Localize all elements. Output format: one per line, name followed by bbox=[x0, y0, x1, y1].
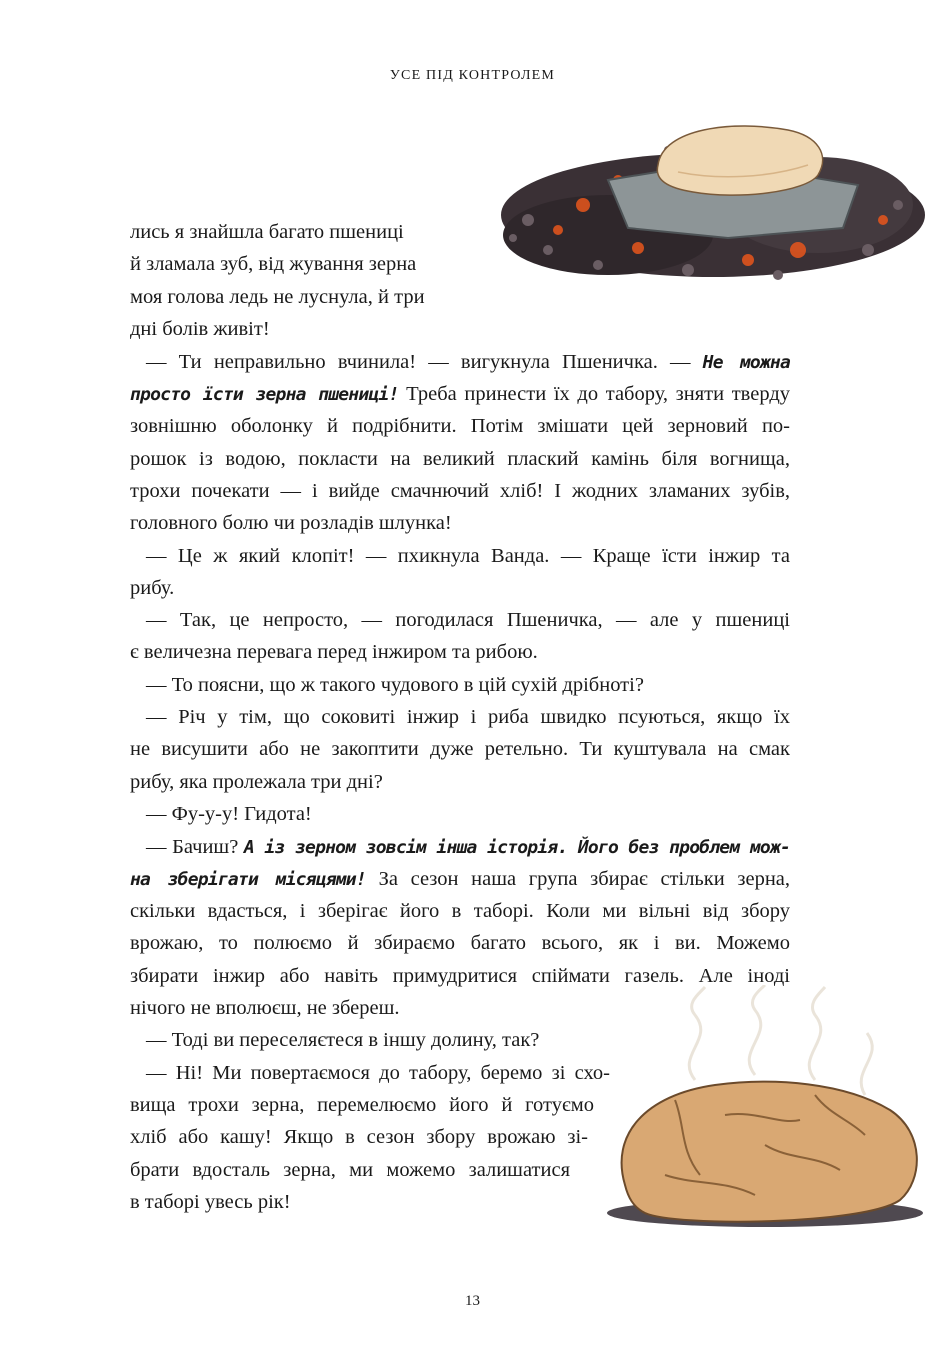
text-line: не висушити або не закоптити дуже ретельно. Ти куштувала на смак bbox=[130, 738, 790, 760]
text-line: — Це ж який клопіт! — пхикнула Ванда. — Краще їсти інжир та bbox=[146, 545, 790, 567]
text-line: — Фу-у-у! Гидота! bbox=[146, 803, 312, 825]
text-line: — Річ у тім, що соковиті інжир і риба швидко псуються, якщо їх bbox=[146, 706, 790, 728]
text-span: — Бачиш? bbox=[146, 836, 239, 858]
text-line: — Ні! Ми повертаємося до табору, беремо зі схо- bbox=[146, 1062, 610, 1084]
flatbread bbox=[657, 126, 822, 195]
page-number: 13 bbox=[465, 1293, 480, 1309]
text-line: є величезна перевага перед інжиром та рибою. bbox=[130, 641, 538, 663]
text-line: хліб або кашу! Якщо в сезон збору врожаю зі- bbox=[130, 1126, 588, 1148]
handwritten-emphasis: Не можна bbox=[702, 352, 791, 373]
text-span: За сезон наша група збирає стільки зерна, bbox=[378, 868, 791, 890]
text-line bbox=[146, 831, 790, 863]
text-line: рошок із водою, покласти на великий плаский камінь біля вогнища, bbox=[130, 448, 790, 470]
bread-loaf bbox=[622, 1082, 917, 1222]
running-head: УСЕ ПІД КОНТРОЛЕМ bbox=[389, 68, 556, 83]
text-line: — Тоді ви переселяєтеся в іншу долину, так? bbox=[146, 1029, 540, 1051]
text-line: моя голова ледь не луснула, й три bbox=[130, 286, 425, 308]
handwritten-emphasis: на зберігати місяцями! bbox=[130, 869, 366, 890]
text-line: рибу, яка пролежала три дні? bbox=[130, 771, 383, 793]
text-line: рибу. bbox=[130, 577, 175, 599]
text-line: збирати інжир або навіть примудритися спіймати газель. Але іноді bbox=[130, 965, 790, 987]
text-line: дні болів живіт! bbox=[130, 318, 270, 340]
text-line bbox=[130, 863, 790, 895]
text-line bbox=[130, 378, 790, 410]
text-line: — То поясни, що ж такого чудового в цій сухій дрібноті? bbox=[146, 674, 644, 696]
handwritten-emphasis: А із зерном зовсім інша історія. Його без проблем мож- bbox=[243, 837, 791, 858]
handwritten-emphasis: просто їсти зерна пшениці! bbox=[130, 384, 399, 405]
text-line: вища трохи зерна, перемелюємо його й готуємо bbox=[130, 1094, 594, 1116]
text-line: в таборі увесь рік! bbox=[130, 1191, 291, 1213]
text-line: й зламала зуб, від жування зерна bbox=[130, 253, 417, 275]
flatbread-on-hot-stone-icon bbox=[488, 110, 928, 305]
text-line: — Так, це непросто, — погодилася Пшеничка, — але у пшениці bbox=[146, 609, 790, 631]
text-line: головного болю чи розладів шлунка! bbox=[130, 512, 452, 534]
text-line: скільки вдасться, і зберігає його в таборі. Коли ми вільні від збору bbox=[130, 900, 790, 922]
text-line: трохи почекати — і вийде смачнючий хліб! І жодних зламаних зубів, bbox=[130, 480, 790, 502]
text-line: зовнішню оболонку й подрібнити. Потім змішати цей зерновий по- bbox=[130, 415, 790, 437]
text-line: нічого не вполюєш, не збереш. bbox=[130, 997, 400, 1019]
text-line: лись я знайшла багато пшениці bbox=[130, 221, 404, 243]
text-span: — Ти неправильно вчинила! — вигукнула Пшеничка. — bbox=[146, 351, 691, 373]
steam bbox=[689, 985, 872, 1095]
text-span: Треба принести їх до табору, зняти тверду bbox=[406, 383, 790, 405]
baked-bread-loaf-icon bbox=[605, 985, 930, 1255]
text-line: брати вдосталь зерна, ми можемо залишатися bbox=[130, 1159, 570, 1181]
text-line: врожаю, то полюємо й збираємо багато всього, як і ви. Можемо bbox=[130, 932, 790, 954]
text-line bbox=[130, 346, 790, 378]
